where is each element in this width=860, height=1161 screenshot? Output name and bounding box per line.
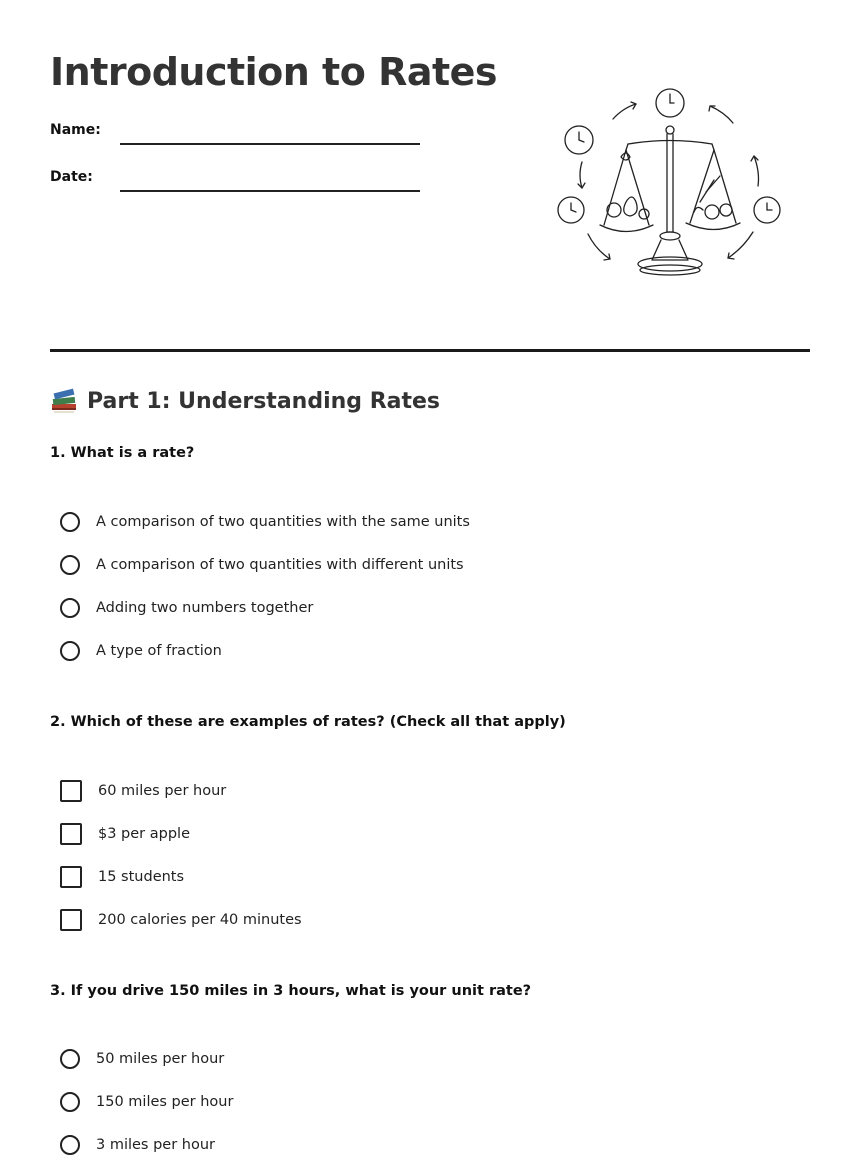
name-label: Name: [50,122,101,138]
question-1-option-2[interactable] [60,552,464,578]
checkbox[interactable] [60,823,82,845]
radio-button[interactable] [60,598,80,618]
question-2-option-4[interactable] [60,907,302,933]
option-label: Adding two numbers together [96,600,314,616]
section-heading [50,388,440,414]
option-label: $3 per apple [98,826,190,842]
option-label: 15 students [98,869,185,885]
radio-button[interactable] [60,1049,80,1069]
question-1-text: 1. What is a rate? [50,445,195,461]
question-3-option-3[interactable] [60,1132,215,1158]
option-label: 200 calories per 40 minutes [98,912,302,928]
section-divider [50,349,810,352]
radio-button[interactable] [60,641,80,661]
option-label: 50 miles per hour [96,1051,225,1067]
question-1-option-1[interactable] [60,509,470,535]
question-2-option-1[interactable] [60,778,226,804]
question-2-option-2[interactable] [60,821,190,847]
option-label: 60 miles per hour [98,783,227,799]
date-label: Date: [50,169,93,185]
question-1-option-3[interactable] [60,595,313,621]
books-icon [50,388,78,414]
worksheet-title: Introduction to Rates [50,50,498,94]
question-3-option-2[interactable] [60,1089,233,1115]
option-label: A comparison of two quantities with the same units [96,514,470,530]
checkbox[interactable] [60,866,82,888]
question-2-option-3[interactable] [60,864,184,890]
section-title: Part 1: Understanding Rates [87,388,441,414]
question-1-option-4[interactable] [60,638,222,664]
radio-button[interactable] [60,1092,80,1112]
question-3-text: 3. If you drive 150 miles in 3 hours, what is your unit rate? [50,983,532,999]
radio-button[interactable] [60,512,80,532]
option-label: 3 miles per hour [96,1137,216,1153]
option-label: 150 miles per hour [96,1094,234,1110]
radio-button[interactable] [60,1135,80,1155]
radio-button[interactable] [60,555,80,575]
option-label: A type of fraction [96,643,222,659]
checkbox[interactable] [60,780,82,802]
balance-scale-clocks-icon [548,82,788,292]
question-2-text: 2. Which of these are examples of rates? (Check all that apply) [50,714,566,730]
option-label: A comparison of two quantities with different units [96,557,464,573]
name-input-line[interactable] [120,143,420,145]
question-3-option-1[interactable] [60,1046,224,1072]
checkbox[interactable] [60,909,82,931]
date-input-line[interactable] [120,190,420,192]
